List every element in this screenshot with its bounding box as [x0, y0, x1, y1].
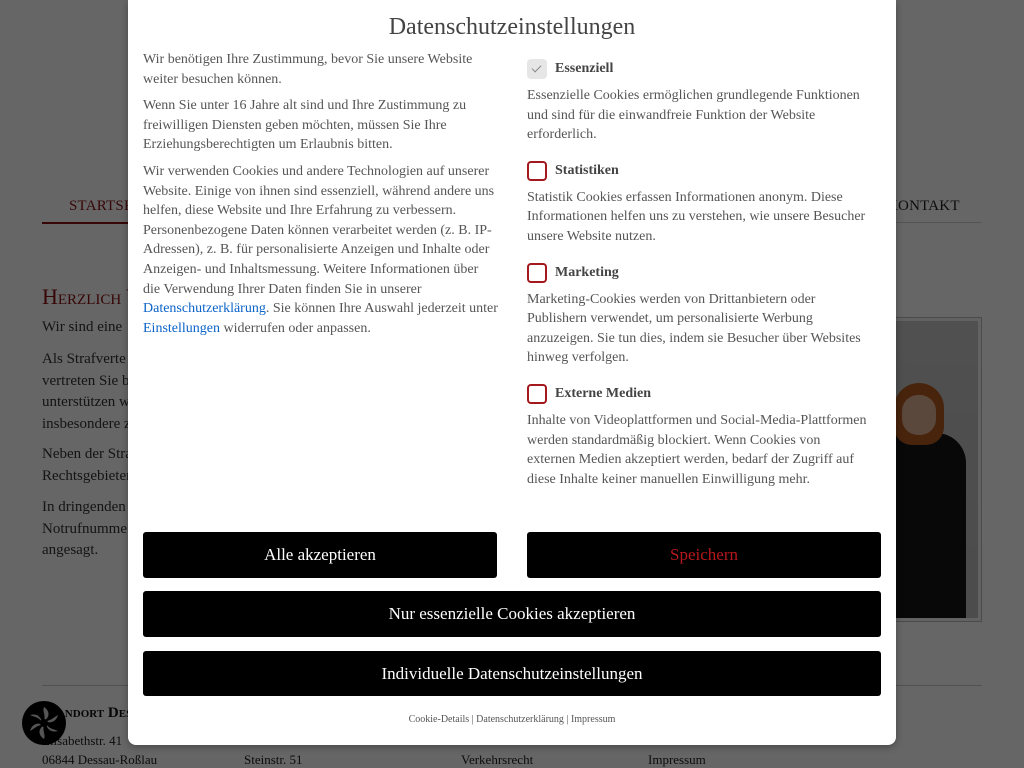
dialog-intro [143, 50, 498, 345]
accept-essential-only-button[interactable]: Nur essenzielle Cookies akzeptieren [143, 591, 881, 637]
intro-paragraph-age: Wenn Sie unter 16 Jahre alt sind und Ihre Zustimmung zu freiwilligen Diensten geben möchten, müssen Sie Ihre Erziehungsberechtigten um Erlaubnis bitten. [143, 98, 467, 153]
category-label[interactable]: Statistiken [555, 162, 619, 178]
intro-paragraph-cookies: Wir verwenden Cookies und andere Technologien auf unserer Website. Einige von ihnen sind essenziell, während andere uns helfen, diese Website und Ihre Erfahrung zu verbessern. Personenbezogene Daten können verarbeitet werden (z. B. IP-Adressen), z. B. für personalisierte Anzeigen und Inhalte oder Anzeigen- und Inhaltsmessung. Weitere Informationen über die Verwendung Ihrer Daten finden Sie in unserer Datenschutzerklärung. Sie können Ihre Auswahl jederzeit unter Einstellungen widerrufen oder anpassen. [143, 163, 498, 336]
settings-link[interactable]: Einstellungen [143, 320, 220, 336]
category-label[interactable]: Marketing [555, 264, 619, 280]
category-statistiken [527, 160, 872, 247]
essenziell-checkbox [527, 59, 547, 79]
save-button[interactable]: Speichern [527, 532, 881, 578]
externe-medien-checkbox[interactable] [527, 384, 547, 404]
cookie-settings-badge-icon[interactable] [20, 699, 68, 747]
category-description: Marketing-Cookies werden von Drittanbietern oder Publishern verwendet, um personalisierte Werbung anzuzeigen. Sie tun dies, indem sie Besucher über Websites hinweg verfolgen. [527, 291, 861, 366]
dialog-title: Datenschutzeinstellungen [388, 14, 636, 40]
footer-imprint-link[interactable]: Impressum [570, 714, 616, 725]
cookie-details-link[interactable]: Cookie-Details [408, 714, 470, 725]
category-description: Statistik Cookies erfassen Informationen anonym. Diese Informationen helfen uns zu verstehen, wie unsere Besucher unsere Website nutzen. [527, 189, 866, 244]
dialog-footer-links: Cookie-Details | Datenschutzerklärung | Impressum [408, 714, 616, 725]
category-marketing [527, 262, 872, 368]
statistiken-checkbox[interactable] [527, 161, 547, 181]
category-label: Essenziell [555, 61, 614, 76]
individual-settings-button[interactable]: Individuelle Datenschutzeinstellungen [143, 651, 881, 696]
category-description: Essenzielle Cookies ermöglichen grundlegende Funktionen und sind für die einwandfreie Funktion der Website erforderlich. [527, 88, 860, 143]
footer-privacy-link[interactable]: Datenschutzerklärung [476, 714, 564, 725]
intro-paragraph-consent: Wir benötigen Ihre Zustimmung, bevor Sie unsere Website weiter besuchen können. [143, 52, 473, 87]
privacy-policy-link[interactable]: Datenschutzerklärung [143, 301, 266, 317]
category-essenziell [527, 58, 872, 145]
accept-all-button[interactable]: Alle akzeptieren [143, 532, 497, 578]
marketing-checkbox[interactable] [527, 263, 547, 283]
cookie-categories [527, 58, 872, 504]
category-description: Inhalte von Videoplattformen und Social-Media-Plattformen werden standardmäßig blockiert. Wenn Cookies von externen Medien akzeptiert werden, bedarf der Zugriff auf diese Inhalte keiner manuellen Einwilligung mehr. [527, 412, 867, 487]
category-label[interactable]: Externe Medien [555, 385, 652, 401]
category-externe-medien [527, 383, 872, 489]
privacy-settings-dialog [128, 0, 896, 745]
